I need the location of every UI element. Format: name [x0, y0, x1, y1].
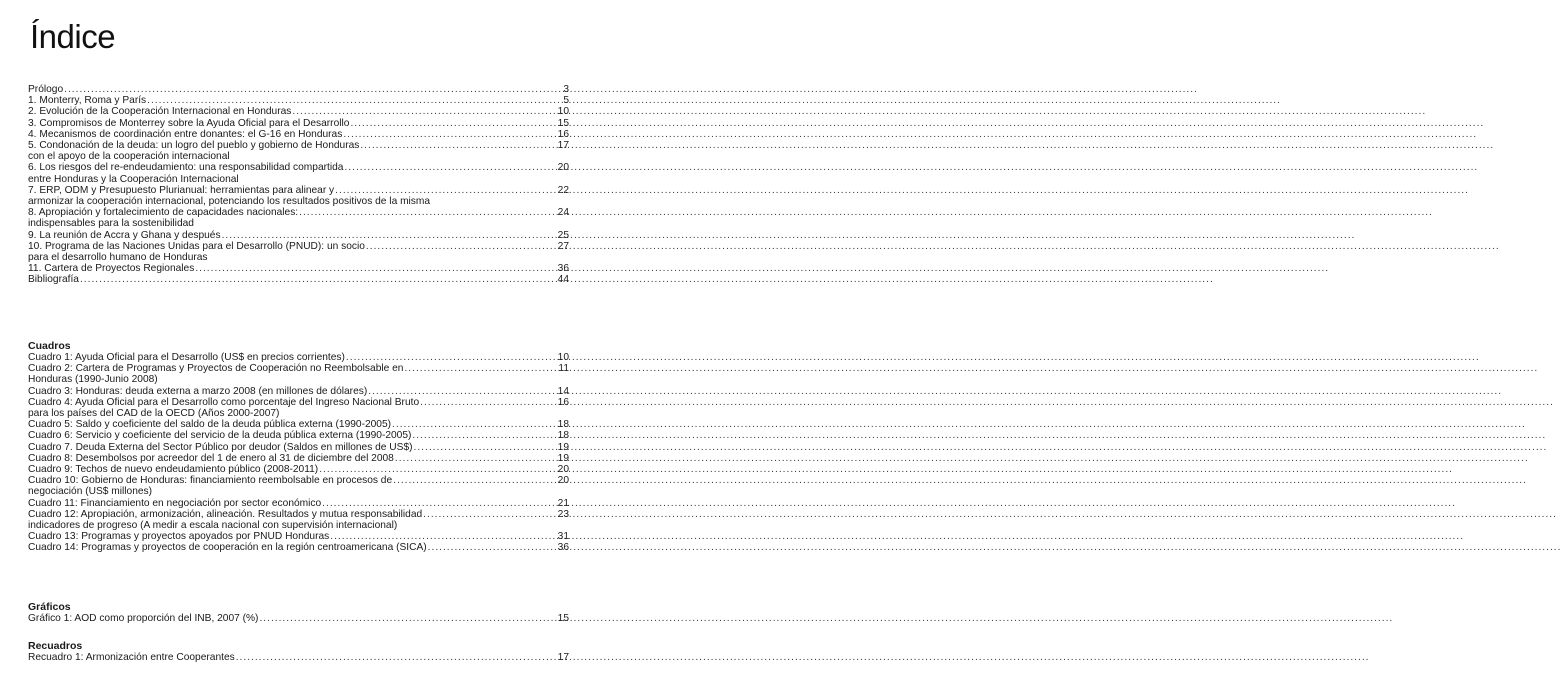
toc-entry[interactable] [28, 185, 569, 207]
toc-dot-leader [404, 363, 557, 374]
toc-dot-leader [393, 475, 557, 486]
toc-dot-leader [64, 84, 558, 95]
toc-recuadros-section [28, 640, 569, 663]
toc-entry[interactable] [28, 363, 569, 385]
page-title: Índice [30, 18, 116, 55]
toc-entry[interactable] [28, 652, 569, 663]
toc-dot-leader [259, 613, 556, 624]
toc-entry-title: 1. Monterry, Roma y París [28, 95, 147, 107]
toc-entry[interactable] [28, 430, 569, 441]
toc-dot-leader [236, 652, 557, 663]
toc-dot-leader [414, 442, 557, 453]
toc-page-number: 19 [557, 452, 569, 464]
toc-page-number: 18 [557, 419, 569, 431]
toc-entry-title: 8. Apropiación y fortalecimiento de capacidades nacionales: [28, 207, 299, 219]
toc-entry[interactable] [28, 274, 569, 285]
toc-page-number: 36 [557, 263, 569, 275]
toc-entry[interactable] [28, 475, 569, 497]
toc-entry-continuation: negociación (US$ millones) [28, 486, 153, 498]
toc-entry[interactable] [28, 140, 569, 162]
toc-entry-title: Gráfico 1: AOD como proporción del INB, 2007 (%) [28, 613, 259, 624]
toc-dot-leader [222, 230, 557, 241]
toc-page-number: 24 [557, 207, 569, 219]
toc-page-number: 15 [557, 613, 569, 624]
toc-dot-leader [322, 498, 557, 509]
toc-entry-title: Cuadro 10: Gobierno de Honduras: financiamiento reembolsable en procesos de [28, 475, 393, 487]
toc-dot-leader [344, 162, 556, 173]
toc-entry[interactable] [28, 509, 569, 531]
toc-entry[interactable] [28, 106, 569, 117]
toc-page-number: 20 [557, 162, 569, 174]
toc-dot-leader [335, 185, 557, 196]
toc-page-number: 18 [557, 430, 569, 442]
toc-page-number: 16 [557, 396, 569, 408]
toc-entry-continuation: con el apoyo de la cooperación internacional [28, 151, 230, 163]
toc-page-number: 17 [557, 140, 569, 152]
toc-dot-leader [330, 531, 556, 542]
toc-entry[interactable] [28, 118, 569, 129]
toc-entry-continuation: para los países del CAD de la OECD (Años 2000-2007) [28, 408, 280, 420]
toc-entry-continuation: Honduras (1990-Junio 2008) [28, 374, 158, 386]
toc-entry-continuation: indispensables para la sostenibilidad [28, 218, 194, 230]
toc-graficos-section [28, 601, 569, 624]
toc-page-number: 16 [557, 128, 569, 140]
toc-entry-title: Cuadro 14: Programas y proyectos de cooperación en la región centroamericana (SICA) [28, 542, 427, 554]
toc-entry[interactable] [28, 453, 569, 464]
toc-dot-leader [80, 274, 557, 285]
toc-entry[interactable] [28, 207, 569, 229]
toc-entry[interactable] [28, 263, 569, 274]
toc-entry[interactable] [28, 230, 569, 241]
toc-dot-leader [392, 419, 557, 430]
toc-entry-continuation: armonizar la cooperación internacional, potenciando los resultados positivos de la misma [28, 196, 431, 208]
toc-page-number: 20 [557, 464, 569, 476]
toc-main-list [28, 84, 569, 286]
toc-page-number: 19 [557, 441, 569, 453]
toc-page-number: 5 [563, 95, 569, 107]
toc-entry[interactable] [28, 464, 569, 475]
toc-page-number: 10 [557, 106, 569, 118]
toc-entry-title: Cuadro 8: Desembolsos por acreedor del 1 de enero al 31 de diciembre del 2008 [28, 452, 394, 464]
toc-dot-leader [350, 118, 556, 129]
toc-dot-leader [319, 464, 556, 475]
toc-entry[interactable] [28, 498, 569, 509]
toc-page-number: 36 [557, 542, 569, 554]
toc-entry-continuation: para el desarrollo humano de Honduras [28, 252, 208, 264]
toc-page-number: 3 [563, 84, 569, 95]
toc-entry-title: Bibliografía [28, 274, 79, 286]
recuadros-heading: Recuadros [28, 640, 83, 652]
toc-entry[interactable] [28, 129, 569, 140]
toc-dot-leader [428, 542, 557, 553]
toc-entry-title: 9. La reunión de Accra y Ghana y después [28, 229, 221, 241]
toc-page-number: 17 [557, 652, 569, 663]
toc-page-number: 15 [557, 117, 569, 129]
toc-entry-title: 3. Compromisos de Monterrey sobre la Ayuda Oficial para el Desarrollo [28, 117, 350, 129]
toc-entry-title: Cuadro 5: Saldo y coeficiente del saldo de la deuda pública externa (1990-2005) [28, 419, 392, 431]
toc-entry[interactable] [28, 84, 569, 95]
toc-entry-title: 10. Programa de las Naciones Unidas para el Desarrollo (PNUD): un socio [28, 240, 365, 252]
toc-entry-title: Cuadro 1: Ayuda Oficial para el Desarrollo (US$ en precios corrientes) [28, 352, 345, 363]
toc-cuadros-list [28, 352, 569, 554]
toc-entry[interactable] [28, 241, 569, 263]
toc-entry[interactable] [28, 95, 569, 106]
cuadros-heading: Cuadros [28, 340, 71, 352]
toc-dot-leader [368, 386, 556, 397]
toc-page-number: 23 [557, 508, 569, 520]
toc-entry[interactable] [28, 386, 569, 397]
toc-entry-title: Cuadro 12: Apropiación, armonización, alineación. Resultados y mutua responsabilidad [28, 508, 423, 520]
toc-entry-title: Cuadro 13: Programas y proyectos apoyados por PNUD Honduras [28, 531, 330, 543]
toc-recuadros-list [28, 652, 569, 663]
toc-dot-leader [346, 352, 557, 363]
toc-entry-title: 6. Los riesgos del re-endeudamiento: una responsabilidad compartida [28, 162, 344, 174]
toc-dot-leader [292, 106, 556, 117]
toc-entry-title: Recuadro 1: Armonización entre Cooperantes [28, 652, 235, 663]
toc-entry-title: 2. Evolución de la Cooperación Internacional en Honduras [28, 106, 292, 118]
toc-entry-title: Cuadro 9: Techos de nuevo endeudamiento público (2008-2011) [28, 464, 319, 476]
toc-cuadros-section [28, 340, 569, 554]
toc-entry[interactable] [28, 397, 569, 419]
toc-page-number: 21 [557, 497, 569, 509]
toc-page-number: 27 [557, 240, 569, 252]
graficos-heading: Gráficos [28, 601, 71, 613]
toc-page-number: 10 [557, 352, 569, 363]
toc-dot-leader [395, 453, 557, 464]
toc-page-number: 31 [557, 531, 569, 543]
toc-page-number: 44 [557, 274, 569, 286]
toc-graficos-list [28, 613, 569, 624]
toc-page-number: 25 [557, 229, 569, 241]
toc-dot-leader [195, 263, 556, 274]
toc-entry-title: Cuadro 7. Deuda Externa del Sector Público por deudor (Saldos en millones de US$) [28, 441, 413, 453]
toc-dot-leader [360, 140, 556, 151]
toc-entry-title: Cuadro 6: Servicio y coeficiente del servicio de la deuda pública externa (1990-2005) [28, 430, 412, 442]
toc-entry-title: 11. Cartera de Proyectos Regionales [28, 263, 195, 275]
toc-dot-leader [147, 95, 558, 106]
toc-entry[interactable] [28, 442, 569, 453]
toc-entry-title: 4. Mecanismos de coordinación entre donantes: el G-16 en Honduras [28, 128, 343, 140]
toc-entry[interactable] [28, 352, 569, 363]
toc-entry-continuation: entre Honduras y la Cooperación Internacional [28, 173, 239, 185]
toc-dot-leader [412, 430, 556, 441]
toc-entry-title: Cuadro 11: Financiamiento en negociación por sector económico [28, 497, 322, 509]
toc-page-number: 11 [558, 363, 569, 375]
toc-page-number: 20 [557, 475, 569, 487]
toc-dot-leader [420, 397, 557, 408]
toc-entry[interactable] [28, 419, 569, 430]
toc-dot-leader [366, 241, 557, 252]
toc-dot-leader [423, 509, 557, 520]
toc-page-number: 14 [557, 385, 569, 397]
toc-entry-title: Cuadro 3: Honduras: deuda externa a marzo 2008 (en millones de dólares) [28, 385, 368, 397]
toc-dot-leader [299, 207, 557, 218]
toc-page-number: 22 [557, 184, 569, 196]
toc-dot-leader [343, 129, 556, 140]
toc-entry-title: Cuadro 2: Cartera de Programas y Proyectos de Cooperación no Reembolsable en [28, 363, 404, 375]
toc-entry-title: Prólogo [28, 84, 64, 95]
toc-entry[interactable] [28, 531, 569, 542]
toc-entry-continuation: indicadores de progreso (A medir a escala nacional con supervisión internacional) [28, 520, 398, 532]
toc-entry-title: 7. ERP, ODM y Presupuesto Plurianual: herramientas para alinear y [28, 184, 335, 196]
toc-entry-title: 5. Condonación de la deuda: un logro del pueblo y gobierno de Honduras [28, 140, 360, 152]
toc-entry[interactable] [28, 613, 569, 624]
toc-entry-title: Cuadro 4: Ayuda Oficial para el Desarrollo como porcentaje del Ingreso Nacional Bruto [28, 396, 420, 408]
toc-entry[interactable] [28, 542, 569, 553]
toc-entry[interactable] [28, 162, 569, 184]
